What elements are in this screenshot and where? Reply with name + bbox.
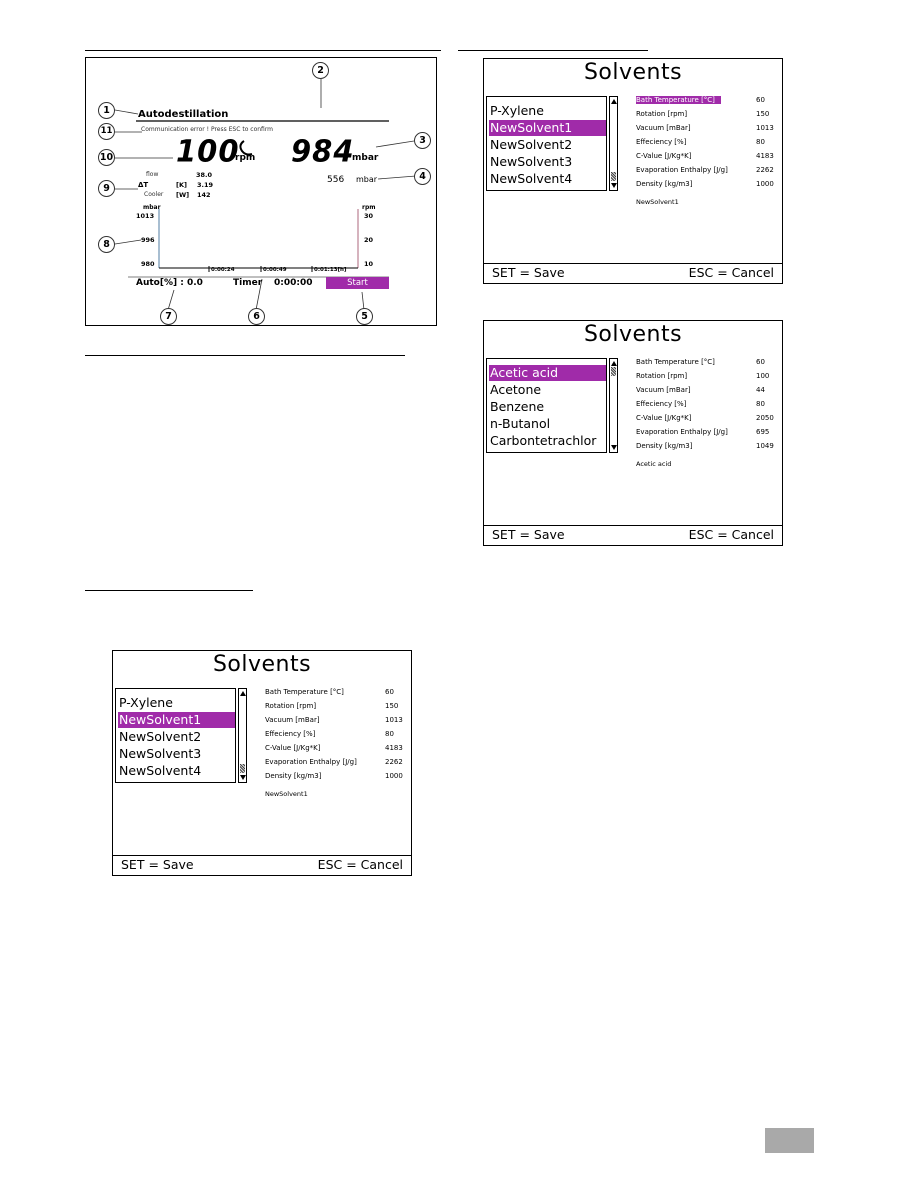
prop-label: Density [kg/m3] xyxy=(636,442,693,450)
chart-right-unit: rpm xyxy=(362,204,376,211)
prop-label: Vacuum [mBar] xyxy=(636,124,691,132)
solvent-list-item[interactable]: Benzene xyxy=(490,399,545,414)
callout-8: 8 xyxy=(98,236,115,253)
status-message: Communication error ! Press ESC to confirm xyxy=(141,126,274,133)
prop-value: 2262 xyxy=(385,758,403,766)
autodestillation-screen xyxy=(85,57,437,326)
solvent-list-item[interactable]: NewSolvent3 xyxy=(119,746,202,761)
solvent-list[interactable] xyxy=(486,358,607,453)
prop-value: 4183 xyxy=(385,744,403,752)
prop-label: Vacuum [mBar] xyxy=(265,716,320,724)
prop-label: Evaporation Enthalpy [J/g] xyxy=(265,758,357,766)
cooler-value: 142 xyxy=(197,191,211,199)
solvent-list-item[interactable]: NewSolvent4 xyxy=(490,171,573,186)
prop-value: 1049 xyxy=(756,442,774,450)
prop-label: Vacuum [mBar] xyxy=(636,386,691,394)
solvent-list-item-selected[interactable]: NewSolvent1 xyxy=(489,120,606,136)
vacuum-unit: mbar xyxy=(352,153,379,163)
prop-value: 80 xyxy=(756,138,765,146)
scroll-up-icon[interactable] xyxy=(611,99,617,104)
solvent-list-item[interactable]: Carbontetrachlor xyxy=(490,433,597,448)
scroll-thumb[interactable] xyxy=(240,764,245,773)
prop-value: 150 xyxy=(385,702,399,710)
prop-value: 80 xyxy=(385,730,394,738)
start-button[interactable]: Start xyxy=(347,278,368,288)
solvent-list-scrollbar[interactable] xyxy=(238,688,247,783)
vacuum-setpoint: 556 xyxy=(327,175,345,185)
solvent-list-item[interactable]: NewSolvent2 xyxy=(119,729,202,744)
solvent-list-item-selected[interactable]: Acetic acid xyxy=(489,365,606,381)
page-number-tab xyxy=(765,1128,814,1153)
prop-value: 1000 xyxy=(385,772,403,780)
solvents-title: Solvents xyxy=(212,652,312,677)
prop-label: C-Value [J/Kg*K] xyxy=(636,152,692,160)
header-rule-left xyxy=(85,50,441,51)
delta-t-unit: [K] xyxy=(176,181,187,189)
vacuum-setpoint-unit: mbar xyxy=(356,175,378,184)
callout-7: 7 xyxy=(160,308,177,325)
scroll-down-icon[interactable] xyxy=(611,445,617,450)
solvents-screen-2 xyxy=(483,320,783,546)
solvents-title: Solvents xyxy=(583,60,683,85)
prop-label: C-Value [J/Kg*K] xyxy=(636,414,692,422)
rotation-unit: rpm xyxy=(235,153,256,163)
callout-6: 6 xyxy=(248,308,265,325)
callout-1: 1 xyxy=(98,102,115,119)
header-rule-right xyxy=(458,50,648,51)
solvent-list[interactable] xyxy=(115,688,236,783)
auto-title: Autodestillation xyxy=(138,109,229,120)
chart-time-tick: 0:00:24 xyxy=(211,267,235,273)
cooler-label: Cooler xyxy=(144,191,164,198)
prop-label: Effeciency [%] xyxy=(265,730,316,738)
solvent-list-scrollbar[interactable] xyxy=(609,96,618,191)
solvent-name: Acetic acid xyxy=(636,460,672,468)
cooler-unit: [W] xyxy=(176,191,190,199)
cancel-hint: ESC = Cancel xyxy=(317,857,403,872)
prop-label: Effeciency [%] xyxy=(636,400,687,408)
section-rule xyxy=(85,355,405,356)
vacuum-readout: 984 xyxy=(291,133,355,169)
callout-3: 3 xyxy=(414,132,431,149)
prop-value: 60 xyxy=(756,358,765,366)
solvent-list-item[interactable]: Acetone xyxy=(490,382,542,397)
prop-label: Bath Temperature [°C] xyxy=(265,688,344,696)
prop-value: 60 xyxy=(385,688,394,696)
solvent-list-scrollbar[interactable] xyxy=(609,358,618,453)
scroll-down-icon[interactable] xyxy=(240,775,246,780)
callout-11: 11 xyxy=(98,123,115,140)
solvent-list-item[interactable]: NewSolvent3 xyxy=(490,154,573,169)
subsection-rule xyxy=(85,590,253,591)
save-hint: SET = Save xyxy=(121,857,194,872)
rotation-readout: 100 xyxy=(176,133,240,169)
chart-right-tick: 20 xyxy=(364,236,374,244)
delta-t-label: ΔT xyxy=(138,181,149,189)
prop-label-selected: Bath Temperature [°C] xyxy=(636,96,721,104)
prop-label: Density [kg/m3] xyxy=(265,772,322,780)
delta-t-value: 3.19 xyxy=(197,181,214,189)
solvent-list-item-selected[interactable]: NewSolvent1 xyxy=(118,712,235,728)
prop-value: 695 xyxy=(756,428,770,436)
chart-time-tick: 0:01:13[h] xyxy=(314,267,347,273)
cancel-hint: ESC = Cancel xyxy=(688,265,774,280)
chart-right-tick: 30 xyxy=(364,212,374,220)
timer-label: Timer xyxy=(233,278,263,288)
solvents-screen-3 xyxy=(112,650,412,876)
chart-left-unit: mbar xyxy=(143,204,161,211)
prop-value: 1000 xyxy=(756,180,774,188)
solvents-footer xyxy=(113,855,411,877)
prop-value: 80 xyxy=(756,400,765,408)
prop-value: 150 xyxy=(756,110,770,118)
solvent-list[interactable] xyxy=(486,96,607,191)
chart-right-tick: 10 xyxy=(364,260,374,268)
prop-label: Evaporation Enthalpy [J/g] xyxy=(636,166,728,174)
prop-value: 100 xyxy=(756,372,770,380)
solvents-title: Solvents xyxy=(583,322,683,347)
solvent-name: NewSolvent1 xyxy=(265,790,308,798)
flow-value: 38.0 xyxy=(196,171,213,179)
solvent-list-item[interactable]: NewSolvent4 xyxy=(119,763,202,778)
auto-percent-label: Auto[%] : 0.0 xyxy=(136,278,203,288)
solvent-list-item[interactable]: P-Xylene xyxy=(490,103,544,118)
save-hint: SET = Save xyxy=(492,265,565,280)
flow-label: flow xyxy=(146,171,159,178)
prop-label: C-Value [J/Kg*K] xyxy=(265,744,321,752)
callout-5: 5 xyxy=(356,308,373,325)
prop-value: 1013 xyxy=(756,124,774,132)
callout-9: 9 xyxy=(98,180,115,197)
scroll-up-icon[interactable] xyxy=(611,361,617,366)
solvent-list-item[interactable]: NewSolvent2 xyxy=(490,137,573,152)
callout-4: 4 xyxy=(414,168,431,185)
prop-value: 2262 xyxy=(756,166,774,174)
prop-label: Rotation [rpm] xyxy=(636,110,688,118)
solvent-list-item[interactable]: P-Xylene xyxy=(119,695,173,710)
solvents-footer xyxy=(484,263,782,285)
prop-value: 2050 xyxy=(756,414,774,422)
solvent-name: NewSolvent1 xyxy=(636,198,679,206)
chart-time-tick: 0:00:49 xyxy=(263,267,287,273)
prop-label: Rotation [rpm] xyxy=(265,702,317,710)
prop-label: Effeciency [%] xyxy=(636,138,687,146)
prop-value: 44 xyxy=(756,386,765,394)
prop-value: 4183 xyxy=(756,152,774,160)
prop-label: Bath Temperature [°C] xyxy=(636,358,715,366)
prop-label: Evaporation Enthalpy [J/g] xyxy=(636,428,728,436)
prop-value: 60 xyxy=(756,96,765,104)
callout-10: 10 xyxy=(98,149,115,166)
prop-label: Density [kg/m3] xyxy=(636,180,693,188)
save-hint: SET = Save xyxy=(492,527,565,542)
chart-left-tick: 980 xyxy=(141,260,155,268)
solvent-list-item[interactable]: n-Butanol xyxy=(490,416,551,431)
chart-left-tick: 1013 xyxy=(136,212,155,220)
chart-left-tick: 996 xyxy=(141,236,155,244)
cancel-hint: ESC = Cancel xyxy=(688,527,774,542)
timer-value: 0:00:00 xyxy=(274,278,313,288)
prop-value: 1013 xyxy=(385,716,403,724)
scroll-up-icon[interactable] xyxy=(240,691,246,696)
scroll-thumb[interactable] xyxy=(611,172,616,181)
callout-2: 2 xyxy=(312,62,329,79)
scroll-thumb[interactable] xyxy=(611,367,616,376)
solvents-screen-1 xyxy=(483,58,783,284)
solvents-footer xyxy=(484,525,782,547)
prop-label: Rotation [rpm] xyxy=(636,372,688,380)
scroll-down-icon[interactable] xyxy=(611,183,617,188)
